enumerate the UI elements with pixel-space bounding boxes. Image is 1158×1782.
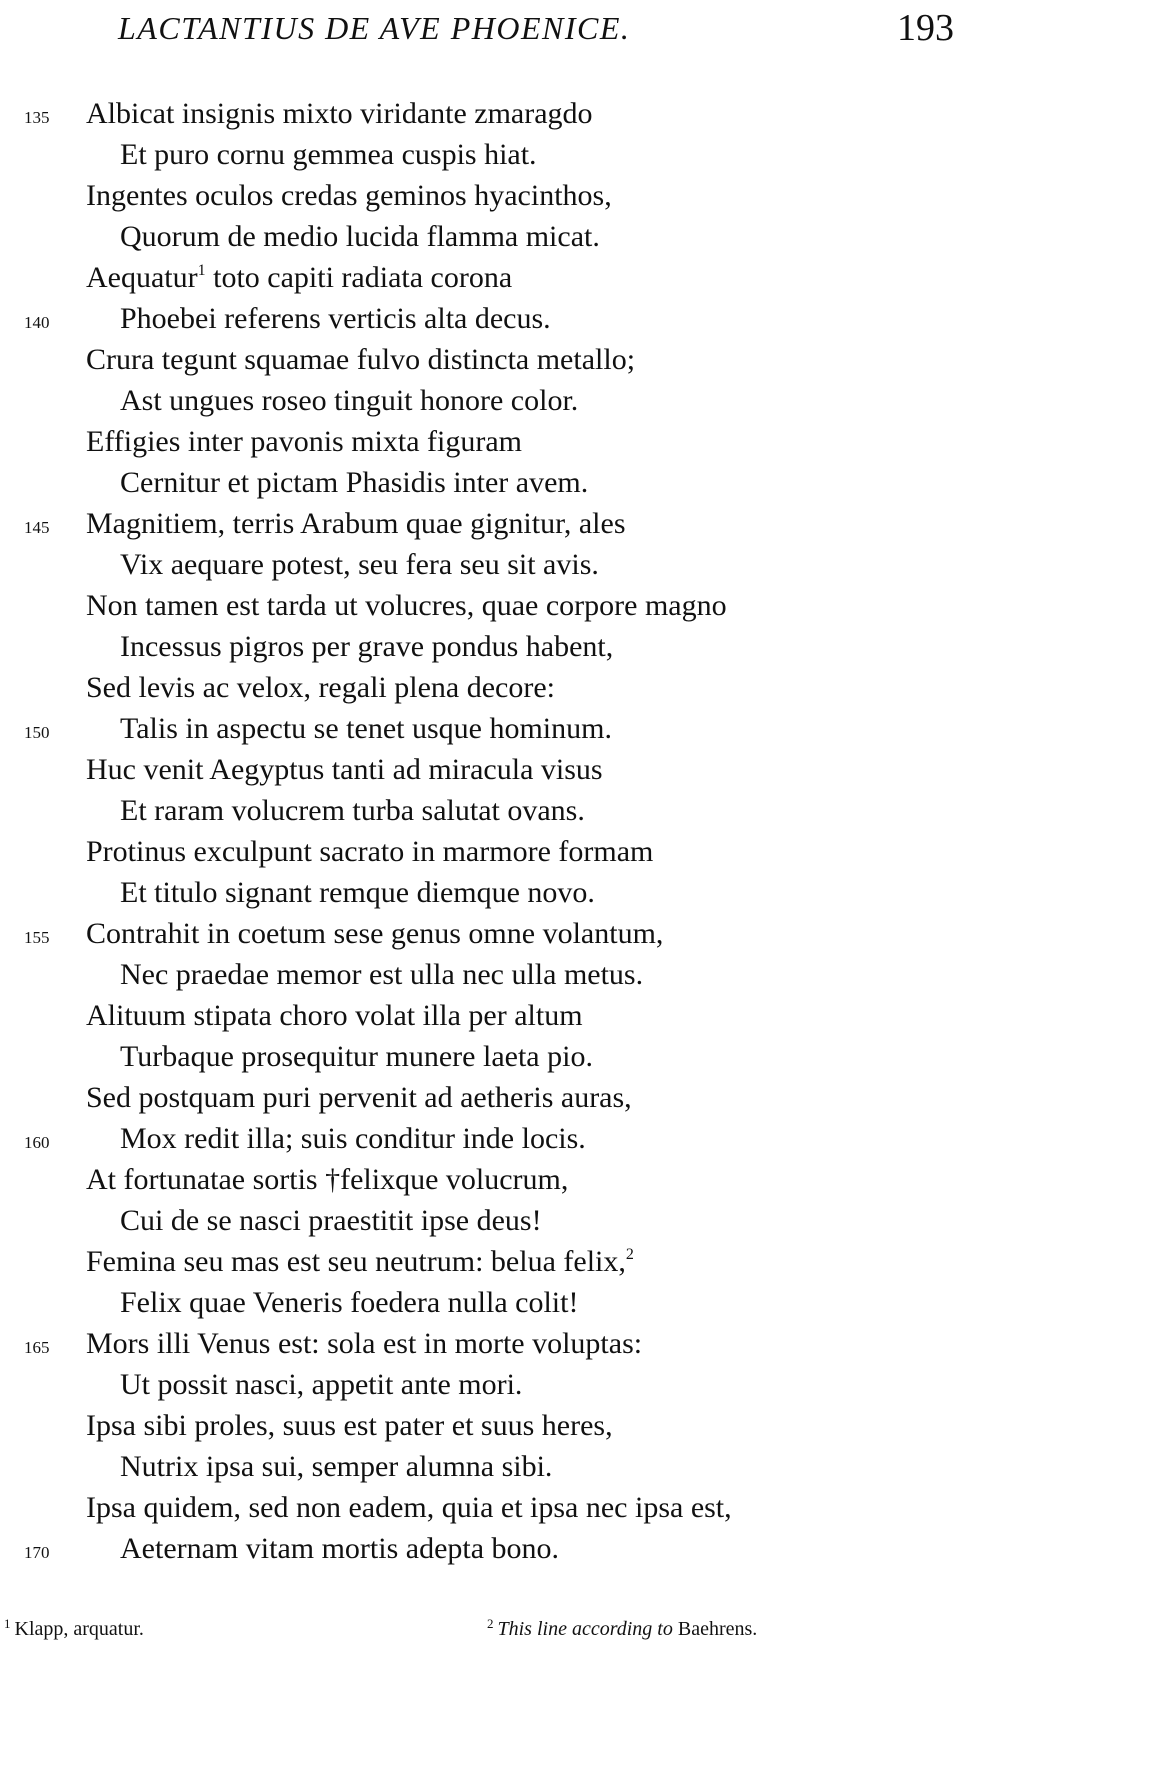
verse-text: Mors illi Venus est: sola est in morte voluptas: <box>86 1327 643 1360</box>
verse-line <box>0 134 1158 175</box>
verse-line <box>0 790 1158 831</box>
verse-text: Ipsa sibi proles, suus est pater et suus heres, <box>86 1409 613 1442</box>
line-number: 165 <box>24 1338 50 1357</box>
verse-text: Turbaque prosequitur munere laeta pio. <box>120 1040 593 1073</box>
verse-line <box>0 544 1158 585</box>
verse-text: Vix aequare potest, seu fera seu sit avis. <box>120 548 599 581</box>
verse-line <box>0 257 1158 298</box>
verse-line <box>0 1446 1158 1487</box>
line-number: 160 <box>24 1133 50 1152</box>
verse-line <box>0 1241 1158 1282</box>
verse-text: Et raram volucrem turba salutat ovans. <box>120 794 585 827</box>
verse-line <box>0 1323 1158 1364</box>
verse-text: Incessus pigros per grave pondus habent, <box>120 630 614 663</box>
verse-text: Felix quae Veneris foedera nulla colit! <box>120 1286 579 1319</box>
footnote-ref: 2 <box>625 1246 634 1263</box>
line-number: 145 <box>24 518 50 537</box>
verse-text: Albicat insignis mixto viridante zmaragdo <box>86 97 593 130</box>
verse-text-part: toto capiti radiata corona <box>205 261 513 294</box>
verse-line <box>0 585 1158 626</box>
verse-text: Ingentes oculos credas geminos hyacinthos, <box>86 179 612 212</box>
footnote-text: Baehrens. <box>672 1618 758 1640</box>
verse-text: Sed postquam puri pervenit ad aetheris auras, <box>86 1081 632 1114</box>
verse-text: Nec praedae memor est ulla nec ulla metus. <box>120 958 644 991</box>
verse-text: Phoebei referens verticis alta decus. <box>120 302 551 335</box>
verse-text: Protinus exculpunt sacrato in marmore formam <box>86 835 654 868</box>
verse-text: Nutrix ipsa sui, semper alumna sibi. <box>120 1450 553 1483</box>
verse-text <box>86 257 512 298</box>
verse-line <box>0 913 1158 954</box>
footnote <box>487 1616 757 1641</box>
verse-line <box>0 216 1158 257</box>
footnote <box>4 1616 144 1641</box>
verse-text: Ast ungues roseo tinguit honore color. <box>120 384 579 417</box>
line-number: 170 <box>24 1543 50 1562</box>
running-head <box>118 4 954 52</box>
verse-line <box>0 503 1158 544</box>
verse-text: Cui de se nasci praestitit ipse deus! <box>120 1204 542 1237</box>
footnote-text-italic: This line according to <box>497 1618 673 1640</box>
footnote-mark: 2 <box>487 1616 494 1631</box>
verse-line <box>0 749 1158 790</box>
verse-line <box>0 954 1158 995</box>
page-number: 193 <box>897 7 954 49</box>
verse-line <box>0 175 1158 216</box>
verse-text: Ut possit nasci, appetit ante mori. <box>120 1368 523 1401</box>
verse-line <box>0 1036 1158 1077</box>
verse-text-part: Femina seu mas est seu neutrum: belua felix, <box>86 1245 626 1278</box>
verse-line <box>0 1405 1158 1446</box>
footnotes <box>0 1616 1158 1646</box>
verse-text <box>86 1241 634 1282</box>
verse-text: Sed levis ac velox, regali plena decore: <box>86 671 555 704</box>
verse-line <box>0 667 1158 708</box>
verse-line <box>0 872 1158 913</box>
verse-text: Cernitur et pictam Phasidis inter avem. <box>120 466 589 499</box>
verse-line <box>0 1282 1158 1323</box>
verse-text: Ipsa quidem, sed non eadem, quia et ipsa nec ipsa est, <box>86 1491 732 1524</box>
verse-text: Et titulo signant remque diemque novo. <box>120 876 595 909</box>
verse-line <box>0 339 1158 380</box>
footnote-mark: 1 <box>4 1616 11 1631</box>
verse-text: Non tamen est tarda ut volucres, quae corpore magno <box>86 589 727 622</box>
line-number: 135 <box>24 108 50 127</box>
line-number: 155 <box>24 928 50 947</box>
verse-text: Effigies inter pavonis mixta figuram <box>86 425 523 458</box>
verse-text: Contrahit in coetum sese genus omne volantum, <box>86 917 664 950</box>
verse-line <box>0 1118 1158 1159</box>
verse-line <box>0 1077 1158 1118</box>
verse-line <box>0 298 1158 339</box>
verse-text: Talis in aspectu se tenet usque hominum. <box>120 712 612 745</box>
verse-line <box>0 462 1158 503</box>
verse-line <box>0 708 1158 749</box>
verse-text: Magnitiem, terris Arabum quae gignitur, ales <box>86 507 626 540</box>
running-title: LACTANTIUS DE AVE PHOENICE. <box>118 10 631 46</box>
verse-text: At fortunatae sortis †felixque volucrum, <box>86 1163 569 1196</box>
line-number: 150 <box>24 723 50 742</box>
verse-line <box>0 1159 1158 1200</box>
verse-line <box>0 831 1158 872</box>
verse-line <box>0 626 1158 667</box>
verse-line <box>0 421 1158 462</box>
line-number: 140 <box>24 313 50 332</box>
footnote-text: Klapp, arquatur. <box>14 1618 144 1640</box>
verse-line <box>0 93 1158 134</box>
verse-line <box>0 1200 1158 1241</box>
verse-text: Aeternam vitam mortis adepta bono. <box>120 1532 560 1565</box>
verse-text: Huc venit Aegyptus tanti ad miracula visus <box>86 753 603 786</box>
verse-line <box>0 1364 1158 1405</box>
verse-line <box>0 995 1158 1036</box>
verse-line <box>0 380 1158 421</box>
verse-block <box>0 93 1158 1569</box>
verse-text: Quorum de medio lucida flamma micat. <box>120 220 600 253</box>
footnote-ref: 1 <box>197 262 206 279</box>
verse-text: Et puro cornu gemmea cuspis hiat. <box>120 138 537 171</box>
verse-text: Mox redit illa; suis conditur inde locis. <box>120 1122 586 1155</box>
verse-text-part: Aequatur <box>86 261 198 294</box>
verse-line <box>0 1528 1158 1569</box>
verse-line <box>0 1487 1158 1528</box>
verse-text: Crura tegunt squamae fulvo distincta metallo; <box>86 343 636 376</box>
verse-text: Alituum stipata choro volat illa per altum <box>86 999 583 1032</box>
